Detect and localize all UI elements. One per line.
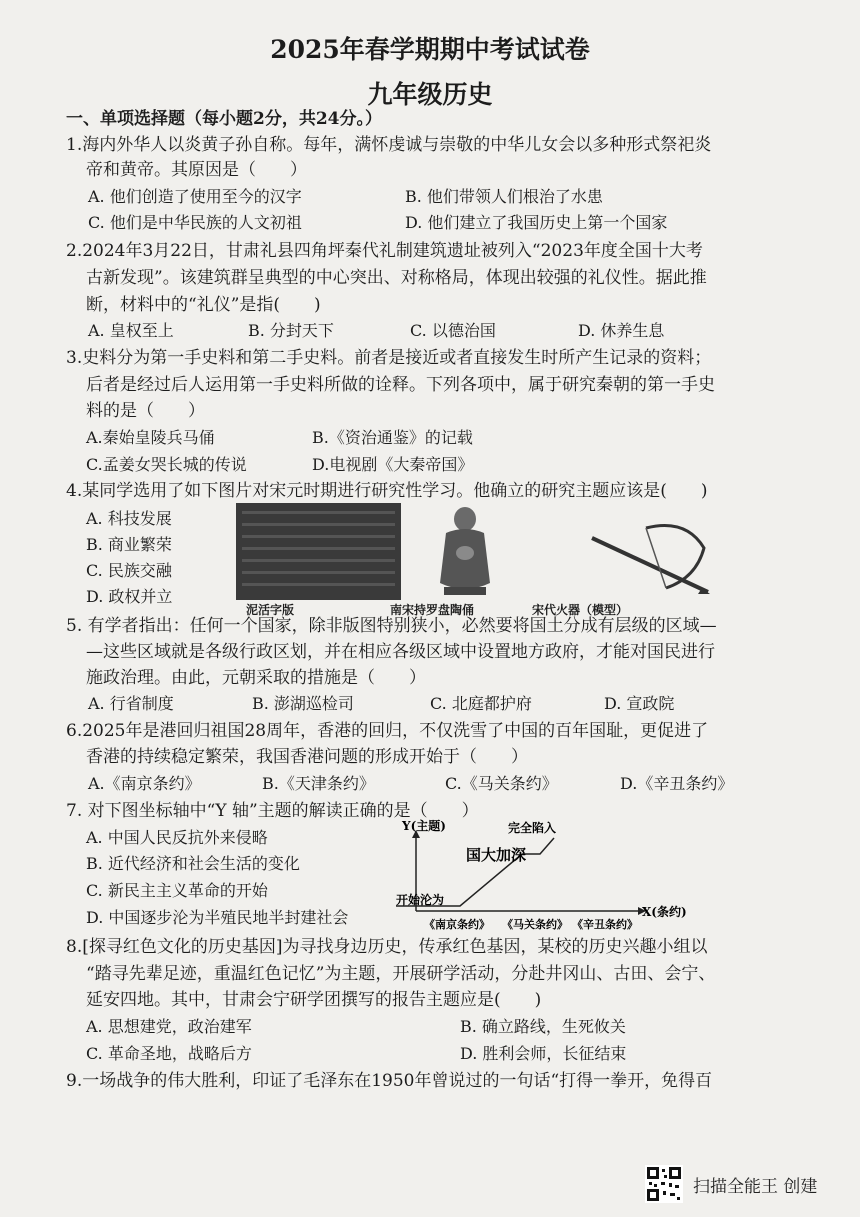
q2-option-a: A. 皇权至上	[88, 321, 174, 340]
q4-stem-line: 4.某同学选用了如下图片对宋元时期进行研究性学习。他确立的研究主题应该是( )	[66, 481, 708, 501]
q5-option-c: C. 北庭都护府	[430, 694, 532, 713]
stage-label: 完全陷入	[508, 821, 557, 835]
q1-option-d: D. 他们建立了我国历史上第一个国家	[405, 213, 668, 232]
q3-option-a: A.秦始皇陵兵马俑	[86, 428, 215, 447]
q9-stem-line: 9.一场战争的伟大胜利，印证了毛泽东在1950年曾说过的一句话“打得一拳开，免得百	[66, 1071, 713, 1091]
qr-code-icon	[645, 1165, 683, 1203]
exam-title: 2025年春学期期中考试试卷	[270, 35, 590, 64]
section-heading: 一、单项选择题（每小题2分，共24分。）	[66, 109, 382, 129]
q5-stem-line: 施政治理。由此，元朝采取的措施是（ ）	[86, 668, 426, 688]
exam-subtitle: 九年级历史	[367, 80, 493, 109]
q8-option-b: B. 确立路线，生死攸关	[460, 1017, 626, 1036]
q7-option-c: C. 新民主主义革命的开始	[86, 881, 268, 900]
q3-option-c: C.孟姜女哭长城的传说	[86, 455, 247, 474]
q2-stem-line: 断，材料中的“礼仪”是指( )	[86, 295, 321, 315]
y-axis-label: Y(主题)	[402, 819, 446, 833]
q5-option-d: D. 宣政院	[604, 694, 675, 713]
q6-stem-line: 6.2025年是港回归祖国28周年，香港的回归，不仅洗雪了中国的百年国耻，更促进了	[66, 721, 709, 741]
q3-stem-line: 料的是（ ）	[86, 401, 205, 421]
q3-option-d: D.电视剧《大秦帝国》	[312, 455, 474, 474]
treaty-tick-label: 《马关条约》	[502, 918, 568, 931]
image-caption: 南宋持罗盘陶俑	[390, 603, 475, 617]
q6-stem-line: 香港的持续稳定繁荣，我国香港问题的形成开始于（ ）	[86, 747, 528, 767]
q1-option-a: A. 他们创造了使用至今的汉字	[88, 187, 302, 206]
q8-option-c: C. 革命圣地，战略后方	[86, 1044, 252, 1063]
q7-option-b: B. 近代经济和社会生活的变化	[86, 854, 300, 873]
q2-stem-line: 古新发现”。该建筑群呈典型的中心突出、对称格局，体现出较强的礼仪性。据此推	[86, 268, 707, 288]
q5-stem-line: 5. 有学者指出：任何一个国家，除非版图特别狭小，必然要将国土分成有层级的区域—	[66, 616, 717, 636]
q8-stem-line: 8.[探寻红色文化的历史基因]为寻找身边历史，传承红色基因，某校的历史兴趣小组以	[66, 937, 708, 957]
q8-stem-line: 延安四地。其中，甘肃会宁研学团撰写的报告主题应是( )	[86, 990, 542, 1010]
q6-option-b: B.《天津条约》	[262, 774, 375, 793]
x-axis-label: X(条约)	[642, 905, 687, 919]
q8-option-a: A. 思想建党，政治建军	[86, 1017, 252, 1036]
q2-option-d: D. 休养生息	[578, 321, 665, 340]
q6-option-a: A.《南京条约》	[88, 774, 201, 793]
q1-stem-line: 1.海内外华人以炎黄子孙自称。每年，满怀虔诚与崇敬的中华儿女会以多种形式祭祀炎	[66, 135, 712, 155]
treaty-axis-diagram	[390, 818, 720, 936]
q5-stem-line: —这些区域就是各级行政区划，并在相应各级区域中设置地方政府，才能对国民进行	[86, 642, 715, 662]
clay-type-plate-image	[236, 503, 401, 600]
q8-option-d: D. 胜利会师，长征结束	[460, 1044, 627, 1063]
q2-stem-line: 2.2024年3月22日，甘肃礼县四角坪秦代礼制建筑遗址被列入“2023年度全国十大考	[66, 241, 703, 261]
treaty-tick-label: 《南京条约》	[424, 918, 490, 931]
image-caption: 泥活字版	[246, 603, 295, 617]
q1-option-b: B. 他们带领人们根治了水患	[405, 187, 603, 206]
firearm-model-image	[586, 508, 714, 596]
q2-option-c: C. 以德治国	[410, 321, 496, 340]
scanner-watermark: 扫描全能王 创建	[693, 1177, 818, 1197]
q8-stem-line: “踏寻先辈足迹，重温红色记忆”为主题，开展研学活动，分赴井冈山、古田、会宁、	[86, 964, 716, 984]
q4-option-c: C. 民族交融	[86, 561, 172, 580]
q5-option-a: A. 行省制度	[88, 694, 174, 713]
q1-stem-line: 帝和黄帝。其原因是（ ）	[86, 160, 307, 180]
q4-option-a: A. 科技发展	[86, 509, 172, 528]
q7-option-a: A. 中国人民反抗外来侵略	[86, 828, 268, 847]
stage-label: 国大加深	[466, 846, 527, 864]
q6-option-c: C.《马关条约》	[445, 774, 558, 793]
stage-label: 开始沦为	[396, 893, 445, 907]
q6-option-d: D.《辛丑条约》	[620, 774, 734, 793]
q4-option-d: D. 政权并立	[86, 587, 173, 606]
q7-option-d: D. 中国逐步沦为半殖民地半封建社会	[86, 908, 349, 927]
q1-option-c: C. 他们是中华民族的人文初祖	[88, 213, 302, 232]
q3-option-b: B.《资治通鉴》的记载	[312, 428, 473, 447]
q3-stem-line: 3.史料分为第一手史料和第二手史料。前者是接近或者直接发生时所产生记录的资料；	[66, 348, 712, 368]
q2-option-b: B. 分封天下	[248, 321, 334, 340]
compass-figurine-image	[430, 503, 500, 599]
q4-option-b: B. 商业繁荣	[86, 535, 172, 554]
q3-stem-line: 后者是经过后人运用第一手史料所做的诠释。下列各项中，属于研究秦朝的第一手史	[86, 375, 715, 395]
treaty-tick-label: 《辛丑条约》	[572, 918, 638, 931]
q7-stem-line: 7. 对下图坐标轴中“Y 轴”主题的解读正确的是（ ）	[66, 801, 479, 821]
image-caption: 宋代火器（模型）	[532, 603, 629, 617]
q5-option-b: B. 澎湖巡检司	[252, 694, 354, 713]
